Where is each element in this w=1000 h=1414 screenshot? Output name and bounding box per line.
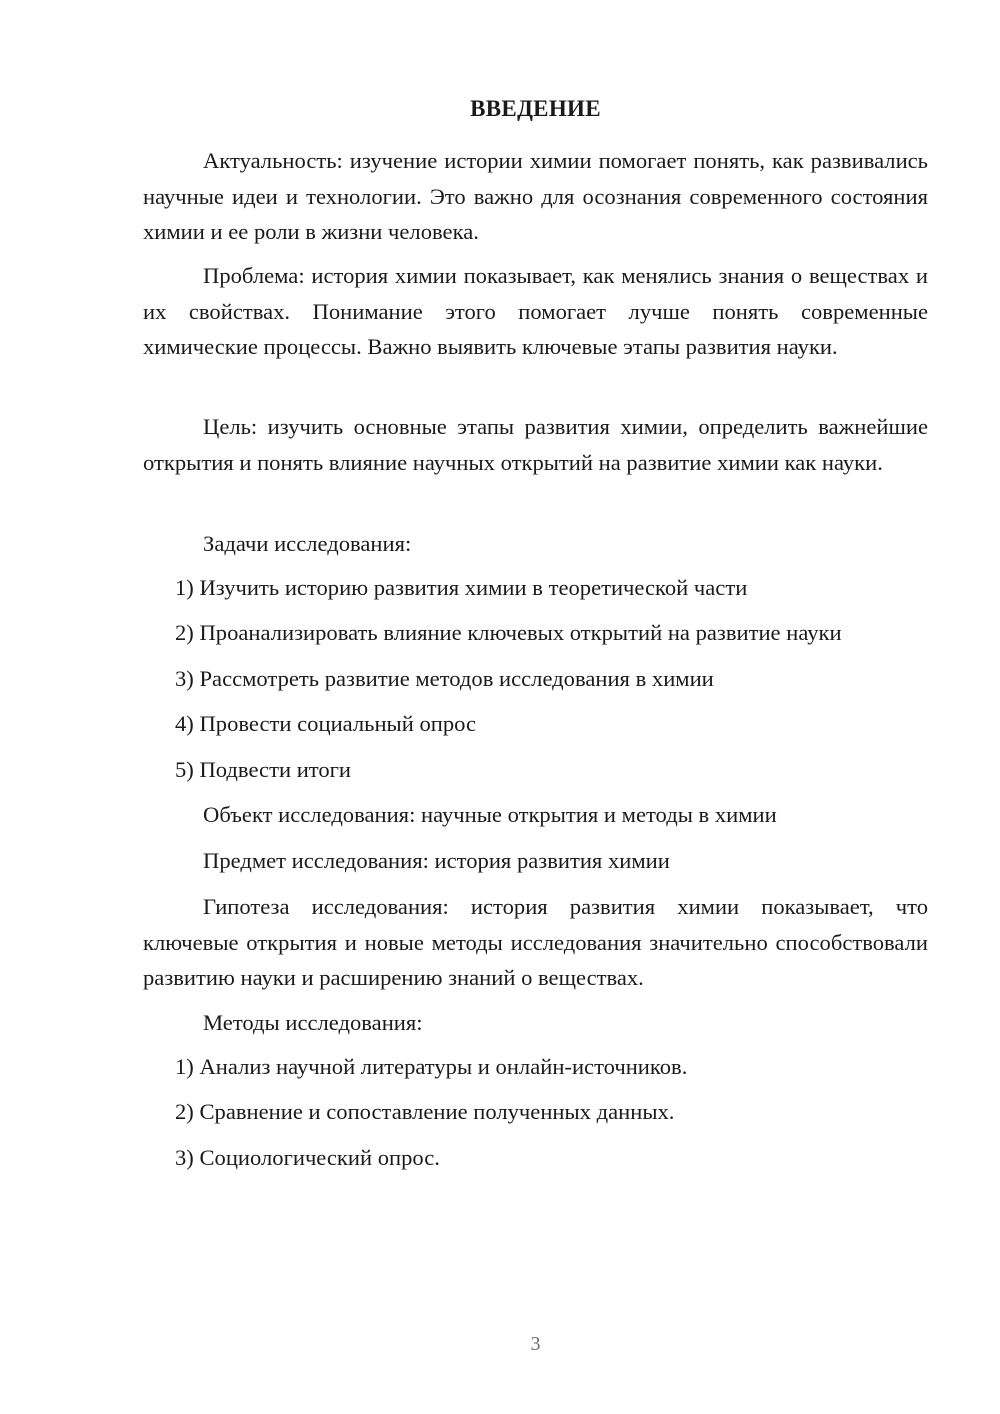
problem-paragraph: Проблема: история химии показывает, как менялись знания о веществах и их свойствах. Понимание этого помогает лучше понять современные химические процессы. Важно выявить ключевые этапы развития науки. bbox=[143, 263, 928, 359]
task-item: 1) Изучить историю развития химии в теоретической части bbox=[175, 575, 748, 600]
methods-title: Методы исследования: bbox=[203, 1010, 423, 1035]
object-line: Объект исследования: научные открытия и методы в химии bbox=[203, 802, 777, 827]
task-item: 3) Рассмотреть развитие методов исследования в химии bbox=[175, 666, 714, 691]
method-item: 3) Социологический опрос. bbox=[175, 1145, 440, 1170]
method-item: 2) Сравнение и сопоставление полученных данных. bbox=[175, 1099, 675, 1124]
task-item: 2) Проанализировать влияние ключевых открытий на развитие науки bbox=[175, 620, 842, 645]
task-item: 4) Провести социальный опрос bbox=[175, 711, 477, 736]
subject-line: Предмет исследования: история развития химии bbox=[203, 848, 670, 873]
tasks-title: Задачи исследования: bbox=[203, 531, 412, 556]
hypothesis-paragraph: Гипотеза исследования: история развития химии показывает, что ключевые открытия и новые методы исследования значительно способствовали развитию науки и расширению знаний о веществах. bbox=[143, 894, 928, 990]
document-page bbox=[143, 0, 928, 1414]
section-heading: ВВЕДЕНИЕ bbox=[470, 96, 601, 121]
goal-paragraph: Цель: изучить основные этапы развития химии, определить важнейшие открытия и понять влияние научных открытий на развитие химии как науки. bbox=[143, 414, 928, 475]
task-item: 5) Подвести итоги bbox=[175, 757, 352, 782]
method-item: 1) Анализ научной литературы и онлайн-источников. bbox=[175, 1054, 688, 1079]
relevance-paragraph: Актуальность: изучение истории химии помогает понять, как развивались научные идеи и технологии. Это важно для осознания современного состояния химии и ее роли в жизни человека. bbox=[143, 148, 928, 244]
page-number: 3 bbox=[530, 1333, 541, 1355]
